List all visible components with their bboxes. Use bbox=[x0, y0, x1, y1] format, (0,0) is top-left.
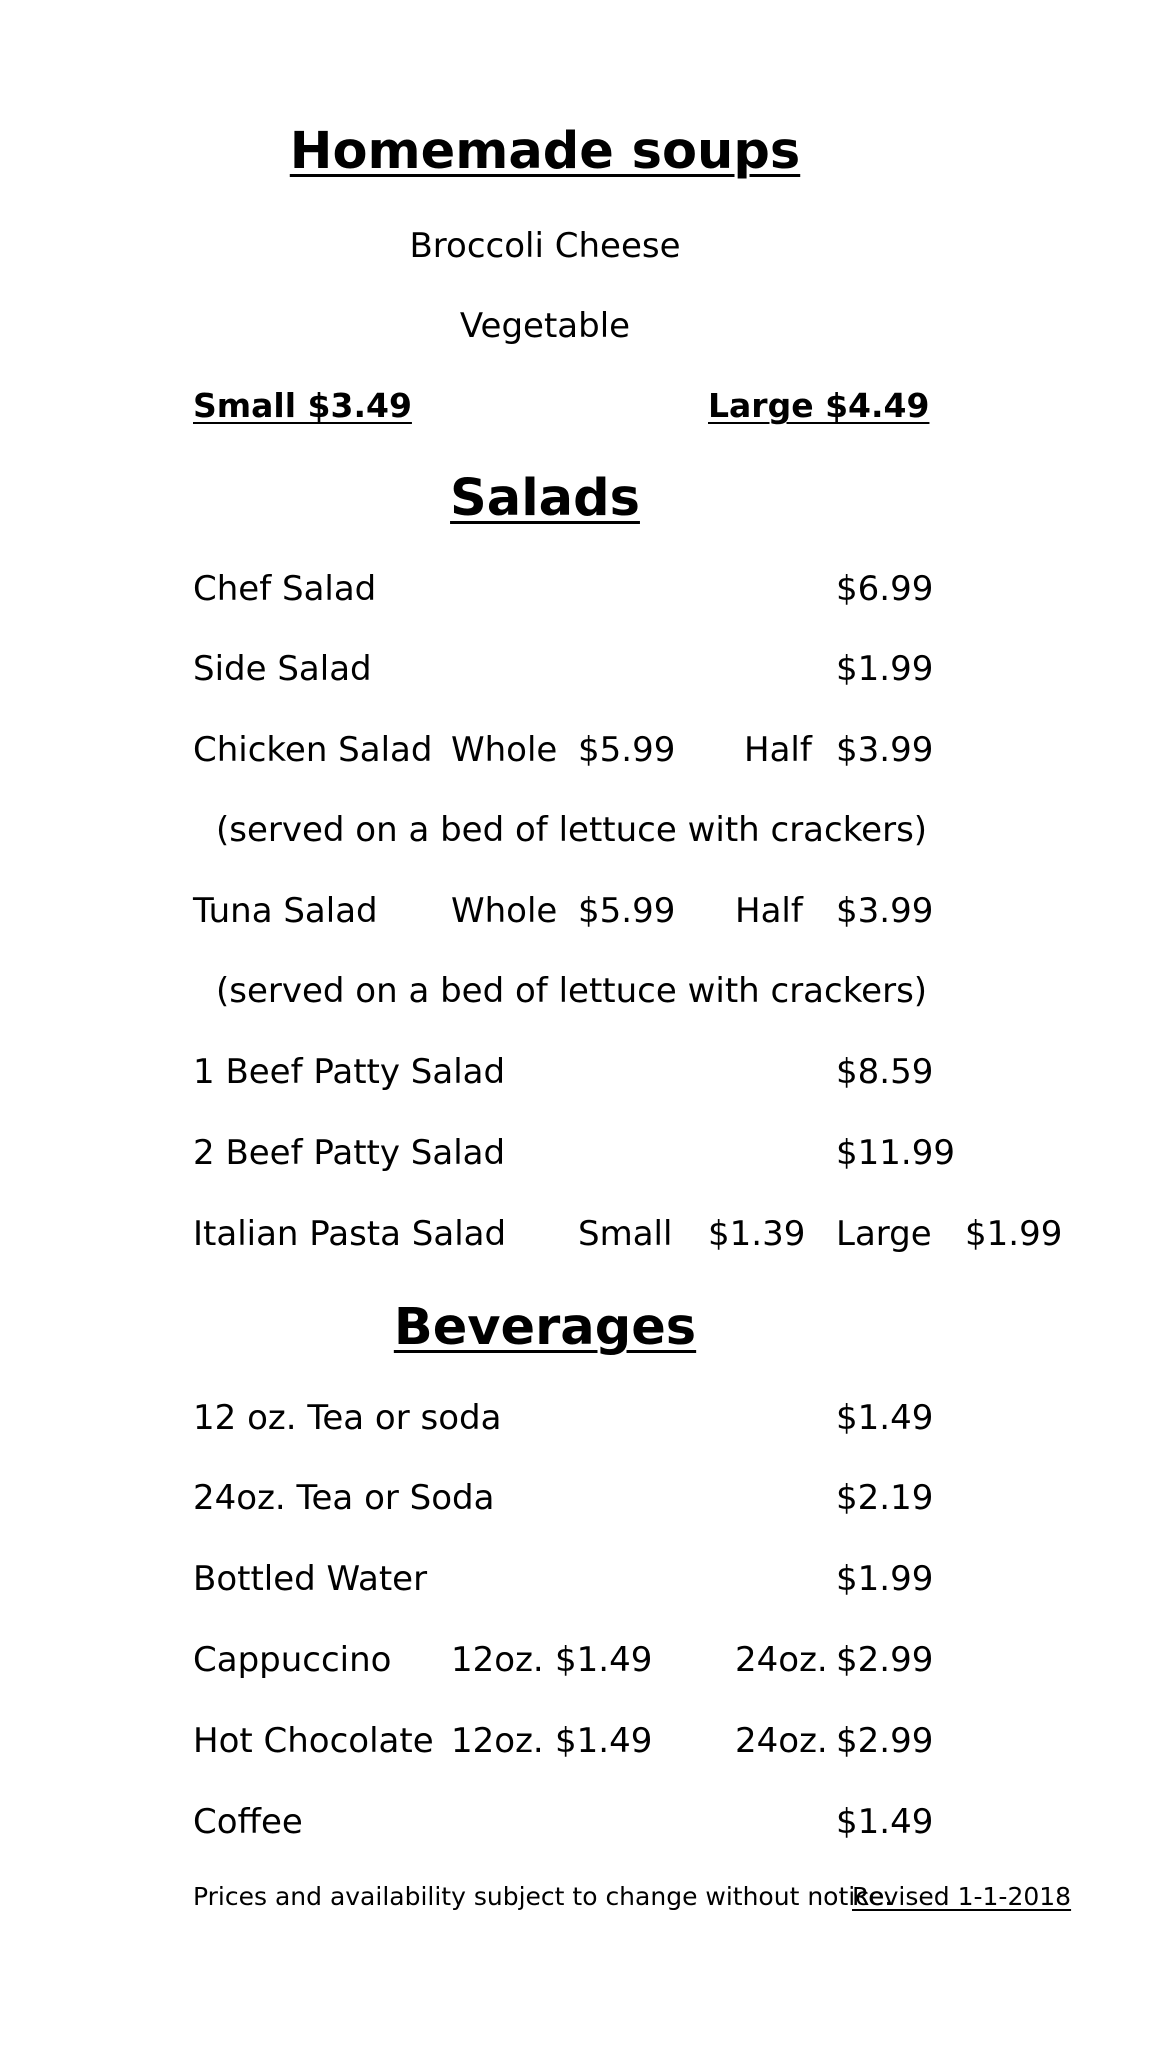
tuna-salad-whole-price: $5.99 bbox=[578, 891, 676, 931]
water-price: $1.99 bbox=[836, 1559, 934, 1599]
hot-chocolate-price1: $1.49 bbox=[555, 1721, 653, 1761]
coffee-name: Coffee bbox=[193, 1802, 303, 1842]
chef-salad-price: $6.99 bbox=[836, 569, 934, 609]
hot-chocolate-name: Hot Chocolate bbox=[193, 1721, 434, 1761]
hot-chocolate-size1: 12oz. bbox=[451, 1721, 544, 1761]
soups-heading: Homemade soups bbox=[289, 122, 801, 181]
pasta-salad-small-label: Small bbox=[578, 1214, 673, 1254]
cappuccino-name: Cappuccino bbox=[193, 1640, 392, 1680]
tea12-price: $1.49 bbox=[836, 1398, 934, 1438]
chicken-salad-half-price: $3.99 bbox=[836, 730, 934, 770]
chef-salad-name: Chef Salad bbox=[193, 569, 377, 609]
tuna-salad-name: Tuna Salad bbox=[193, 891, 378, 931]
pasta-salad-name: Italian Pasta Salad bbox=[193, 1214, 507, 1254]
soup-large-price: Large $4.49 bbox=[708, 386, 930, 425]
beef2-salad-name: 2 Beef Patty Salad bbox=[193, 1133, 506, 1173]
tuna-salad-half-price: $3.99 bbox=[836, 891, 934, 931]
revised-date-text: Revised 1-1-2018 bbox=[852, 1882, 1072, 1911]
hot-chocolate-size2: 24oz. bbox=[735, 1721, 828, 1761]
pasta-salad-large-label: Large bbox=[836, 1214, 932, 1254]
pasta-salad-small-price: $1.39 bbox=[708, 1214, 806, 1254]
tuna-salad-half-label: Half bbox=[735, 891, 803, 931]
beef1-salad-name: 1 Beef Patty Salad bbox=[193, 1052, 506, 1092]
beef2-salad-price: $11.99 bbox=[836, 1133, 955, 1173]
chicken-salad-whole-label: Whole bbox=[451, 730, 558, 770]
water-name: Bottled Water bbox=[193, 1559, 428, 1599]
hot-chocolate-price2: $2.99 bbox=[836, 1721, 934, 1761]
cappuccino-size1: 12oz. bbox=[451, 1640, 544, 1680]
tuna-salad-whole-label: Whole bbox=[451, 891, 558, 931]
soup-item: Vegetable bbox=[459, 306, 631, 346]
cappuccino-price1: $1.49 bbox=[555, 1640, 653, 1680]
pasta-salad-large-price: $1.99 bbox=[965, 1214, 1063, 1254]
tea24-price: $2.19 bbox=[836, 1478, 934, 1518]
beef1-salad-price: $8.59 bbox=[836, 1052, 934, 1092]
revised-date bbox=[852, 1884, 1071, 1909]
side-salad-price: $1.99 bbox=[836, 649, 934, 689]
coffee-price: $1.49 bbox=[836, 1802, 934, 1842]
soup-small-price: Small $3.49 bbox=[193, 386, 412, 425]
tuna-salad-note: (served on a bed of lettuce with crackers) bbox=[216, 971, 928, 1011]
cappuccino-size2: 24oz. bbox=[735, 1640, 828, 1680]
footer-notice: Prices and availability subject to change without notice. bbox=[193, 1882, 893, 1911]
soup-item: Broccoli Cheese bbox=[409, 226, 681, 266]
cappuccino-price2: $2.99 bbox=[836, 1640, 934, 1680]
chicken-salad-whole-price: $5.99 bbox=[578, 730, 676, 770]
chicken-salad-name: Chicken Salad bbox=[193, 730, 433, 770]
beverages-heading: Beverages bbox=[393, 1298, 697, 1357]
chicken-salad-half-label: Half bbox=[744, 730, 812, 770]
side-salad-name: Side Salad bbox=[193, 649, 372, 689]
salads-heading: Salads bbox=[450, 469, 640, 528]
tea12-name: 12 oz. Tea or soda bbox=[193, 1398, 502, 1438]
chicken-salad-note: (served on a bed of lettuce with crackers) bbox=[216, 810, 928, 850]
tea24-name: 24oz. Tea or Soda bbox=[193, 1478, 495, 1518]
